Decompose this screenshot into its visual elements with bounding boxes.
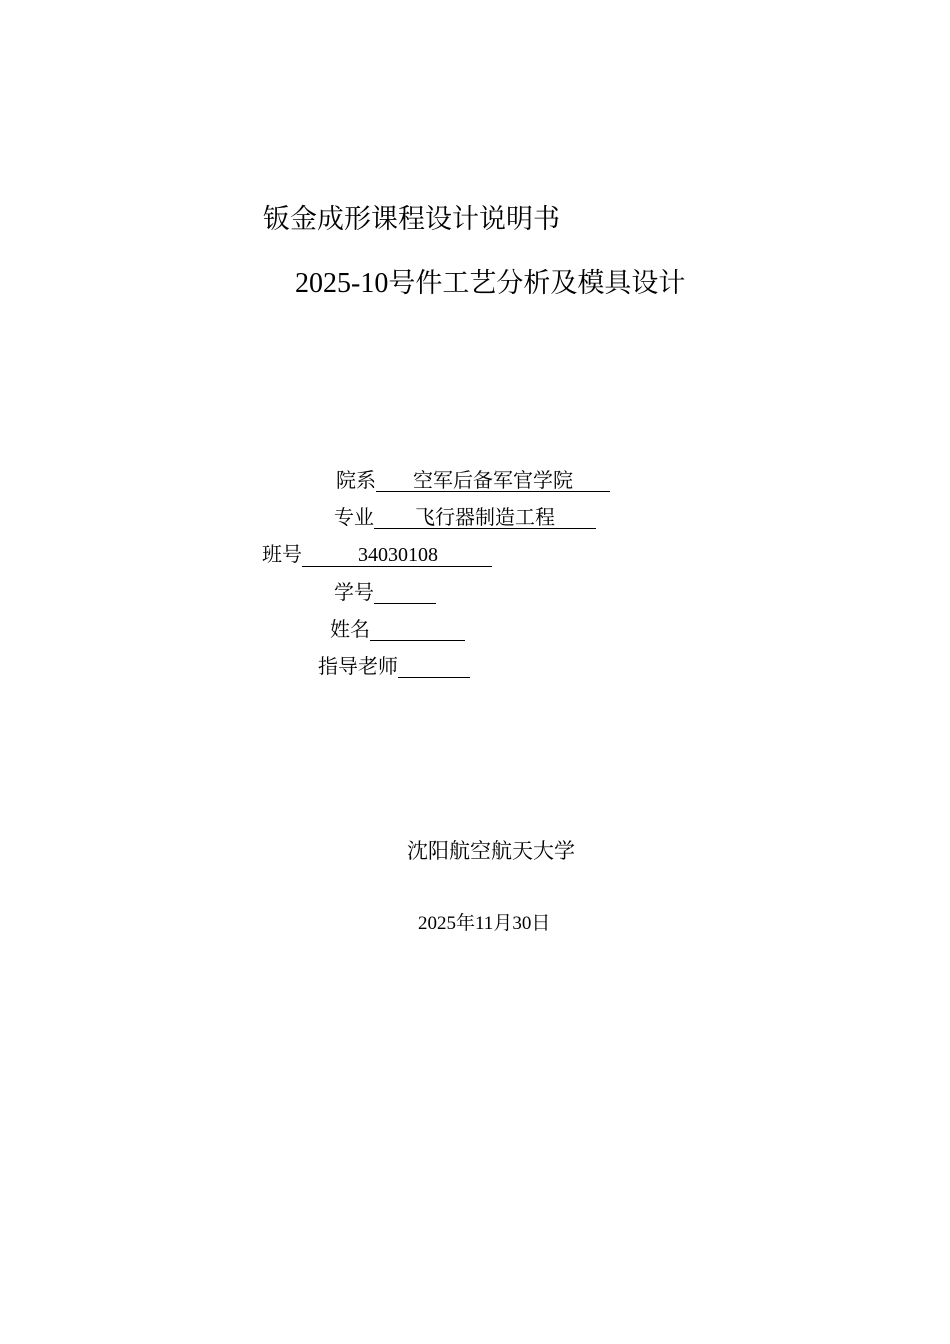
date-year-suffix: 年 — [456, 912, 476, 934]
document-date — [418, 914, 550, 933]
department-field — [336, 470, 610, 492]
advisor-label: 指导老师 — [318, 654, 398, 678]
university-name: 沈阳航空航天大学 — [407, 839, 575, 863]
document-title: 钣金成形课程设计说明书 — [263, 204, 560, 235]
date-year: 2025 — [418, 913, 456, 934]
class-value: 34030108 — [302, 545, 492, 567]
student-id-label: 学号 — [334, 580, 374, 604]
document-subtitle — [295, 270, 685, 298]
major-label: 专业 — [334, 505, 374, 529]
subtitle-text: 号件工艺分析及模具设计 — [388, 268, 686, 299]
advisor-field — [318, 656, 470, 678]
date-day: 30 — [512, 913, 532, 934]
name-field — [330, 619, 465, 641]
date-day-suffix: 日 — [531, 912, 551, 934]
major-field — [334, 507, 596, 529]
advisor-value — [398, 656, 470, 678]
student-id-field — [334, 582, 436, 604]
date-month: 11 — [475, 913, 494, 934]
part-number: 2025-10 — [295, 268, 389, 299]
department-label: 院系 — [336, 468, 376, 492]
date-month-suffix: 月 — [493, 912, 513, 934]
major-value: 飞行器制造工程 — [374, 507, 596, 529]
student-id-value — [374, 582, 436, 604]
department-value: 空军后备军官学院 — [376, 470, 610, 492]
class-field — [262, 544, 492, 567]
class-label: 班号 — [262, 542, 302, 566]
name-value — [370, 619, 465, 641]
name-label: 姓名 — [330, 617, 370, 641]
